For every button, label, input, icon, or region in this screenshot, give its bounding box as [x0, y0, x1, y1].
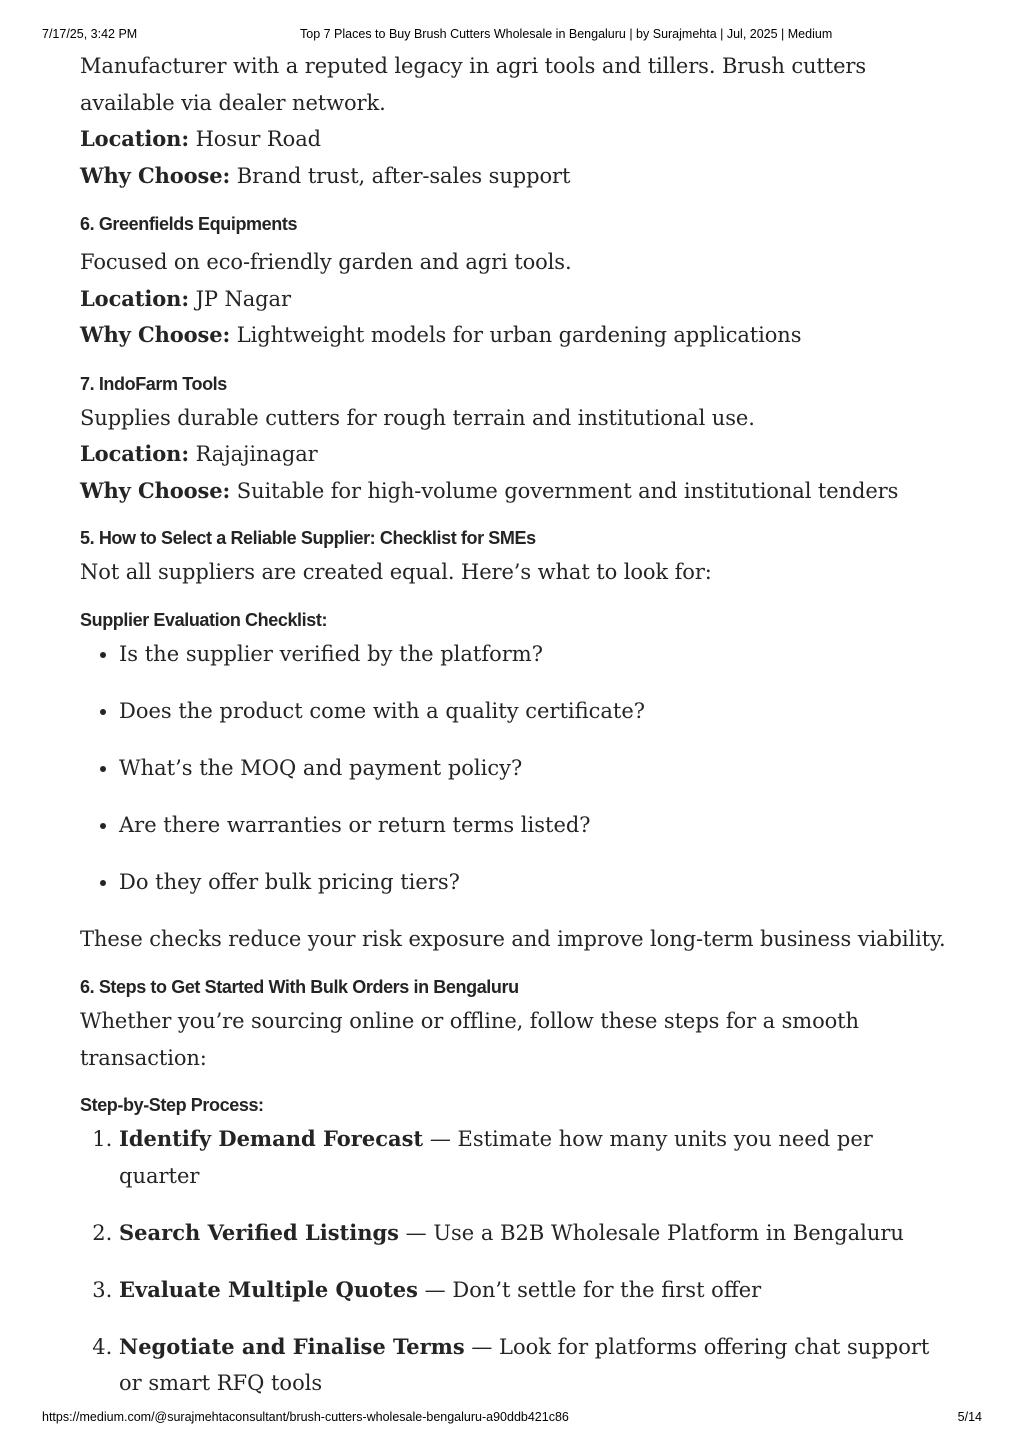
- step-item: [119, 1329, 950, 1402]
- print-url: https://medium.com/@surajmehtaconsultant/brush-cutters-wholesale-bengaluru-a90ddb421c86: [42, 1410, 569, 1424]
- location-value: JP Nagar: [195, 286, 291, 311]
- steps-subheading: Step-by-Step Process:: [80, 1095, 264, 1115]
- supplier-description: Manufacturer with a reputed legacy in agri tools and tillers. Brush cutters available via dealer network.: [80, 54, 867, 115]
- step-title: Search Verified Listings: [119, 1219, 399, 1245]
- section-heading: 6. Steps to Get Started With Bulk Orders in Bengaluru: [80, 977, 519, 997]
- checklist-item: • Does the product come with a quality certificate?: [119, 693, 950, 730]
- location-label: Location:: [80, 126, 189, 151]
- why-choose-value: Suitable for high-volume government and institutional tenders: [236, 478, 899, 503]
- why-choose-value: Lightweight models for urban gardening applications: [236, 323, 802, 347]
- section-supplier-checklist: [80, 528, 950, 957]
- checklist-item: • Do they offer bulk pricing tiers?: [119, 864, 950, 901]
- section-bulk-order-steps: [80, 977, 950, 1402]
- section-intro: Not all suppliers are created equal. Here’s what to look for:: [80, 560, 712, 584]
- step-item: [119, 1272, 950, 1309]
- step-title: Negotiate and Finalise Terms: [119, 1333, 465, 1359]
- section-outro: These checks reduce your risk exposure and improve long-term business viability.: [80, 926, 946, 951]
- supplier-entry: [80, 48, 950, 194]
- why-choose-value: Brand trust, after-sales support: [236, 163, 571, 188]
- supplier-entry: [80, 374, 950, 510]
- supplier-why-choose: [80, 473, 950, 510]
- step-title: Identify Demand Forecast: [119, 1126, 424, 1151]
- supplier-heading: 7. IndoFarm Tools: [80, 373, 227, 394]
- location-value: Rajajinagar: [195, 442, 318, 466]
- location-label: Location:: [80, 441, 189, 466]
- why-choose-label: Why Choose:: [80, 477, 231, 503]
- checklist-item: • Is the supplier verified by the platform?: [119, 636, 950, 673]
- why-choose-label: Why Choose:: [80, 162, 231, 188]
- supplier-why-choose: [80, 158, 950, 195]
- supplier-entry: [80, 214, 950, 354]
- checklist: [80, 636, 950, 901]
- why-choose-label: Why Choose:: [80, 322, 231, 347]
- section-intro: Whether you’re sourcing online or offline, follow these steps for a smooth transaction:: [80, 1009, 859, 1070]
- checklist-subheading: Supplier Evaluation Checklist:: [80, 609, 328, 630]
- steps-list: [80, 1121, 950, 1402]
- location-value: Hosur Road: [195, 127, 321, 151]
- section-heading: 5. How to Select a Reliable Supplier: Checklist for SMEs: [80, 528, 536, 548]
- step-text: — Look for platforms offering chat support or smart RFQ tools: [119, 1334, 930, 1395]
- step-text: — Don’t settle for the first offer: [418, 1277, 762, 1302]
- step-title: Evaluate Multiple Quotes: [119, 1276, 418, 1302]
- supplier-description: Focused on eco-friendly garden and agri tools.: [80, 250, 572, 274]
- step-item: [119, 1121, 950, 1194]
- location-label: Location:: [80, 285, 189, 311]
- checklist-item: • What’s the MOQ and payment policy?: [119, 750, 950, 787]
- supplier-location: [80, 121, 950, 158]
- supplier-why-choose: [80, 317, 950, 354]
- supplier-description: Supplies durable cutters for rough terrain and institutional use.: [80, 405, 755, 430]
- page-number: 5/14: [957, 1410, 982, 1424]
- supplier-heading: 6. Greenfields Equipments: [80, 214, 298, 234]
- supplier-location: [80, 281, 950, 318]
- print-page-title: Top 7 Places to Buy Brush Cutters Wholesale in Bengaluru | by Surajmehta | Jul, 2025 | Medium: [300, 27, 833, 41]
- print-header: [0, 27, 1024, 41]
- print-footer: [0, 1410, 1024, 1424]
- step-text: — Use a B2B Wholesale Platform in Bengaluru: [398, 1220, 904, 1245]
- supplier-location: [80, 436, 950, 473]
- step-item: [119, 1215, 950, 1252]
- step-text: — Estimate how many units you need per quarter: [119, 1127, 873, 1188]
- article-body: [80, 48, 950, 1422]
- print-date: 7/17/25, 3:42 PM: [42, 27, 138, 41]
- checklist-item: • Are there warranties or return terms listed?: [119, 807, 950, 844]
